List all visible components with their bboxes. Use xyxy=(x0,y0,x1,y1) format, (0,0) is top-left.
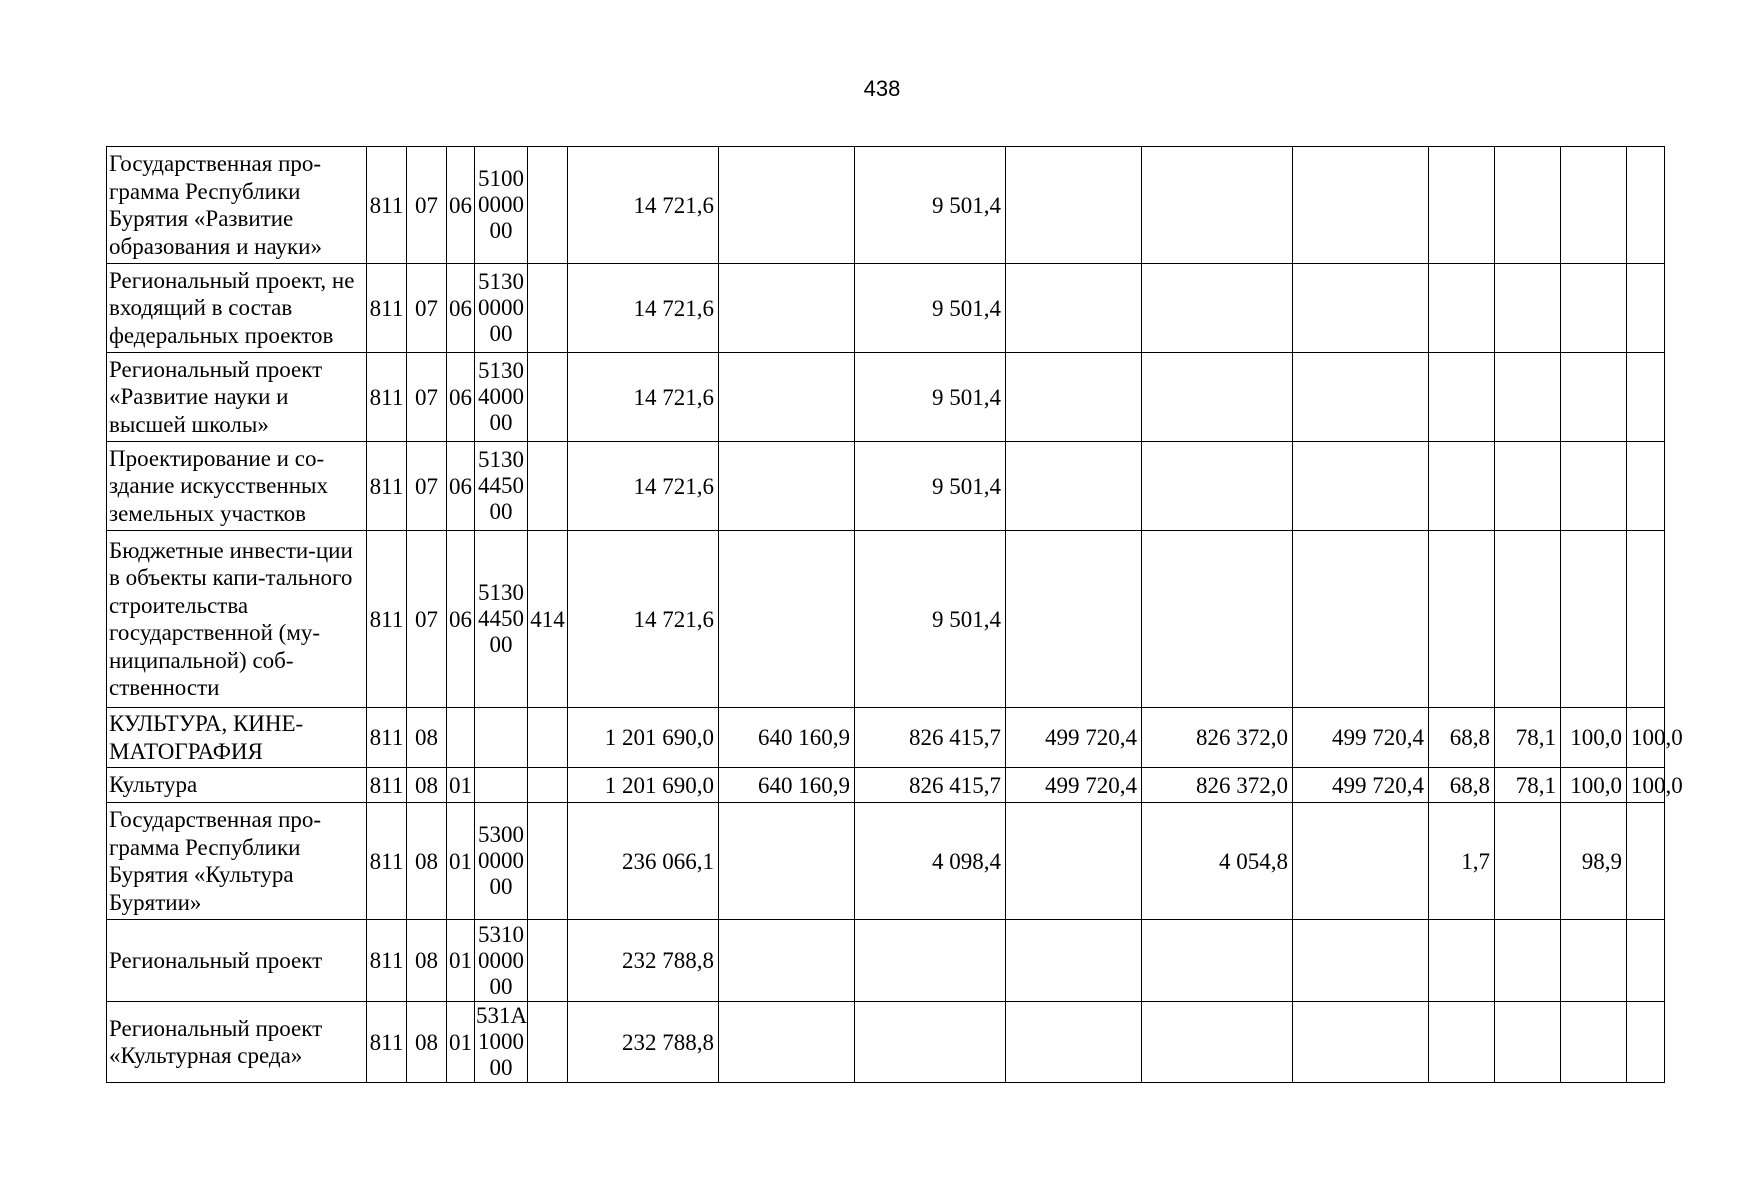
value-cell-4 xyxy=(1006,264,1142,353)
value-cell-10 xyxy=(1627,803,1665,920)
target-article-code: 531A 1000 00 xyxy=(475,1002,528,1083)
value-cell-1: 1 201 690,0 xyxy=(568,708,719,768)
value-cell-5 xyxy=(1142,264,1293,353)
ministry-code: 811 xyxy=(367,768,407,803)
value-cell-8 xyxy=(1495,531,1561,708)
section-code: 08 xyxy=(407,1002,447,1083)
table-row xyxy=(107,531,1665,708)
value-cell-2: 640 160,9 xyxy=(719,708,855,768)
value-cell-6 xyxy=(1293,147,1429,264)
value-cell-8: 78,1 xyxy=(1495,708,1561,768)
page-number: 438 xyxy=(863,76,901,101)
table-row xyxy=(107,147,1665,264)
row-name: КУЛЬТУРА, КИНЕ-МАТОГРАФИЯ xyxy=(107,708,367,768)
value-cell-10 xyxy=(1627,264,1665,353)
value-cell-7 xyxy=(1429,353,1495,442)
expense-type-code xyxy=(528,920,568,1002)
target-article-code: 5100 0000 00 xyxy=(475,147,528,264)
value-cell-10 xyxy=(1627,147,1665,264)
expense-type-code xyxy=(528,803,568,920)
table-row xyxy=(107,353,1665,442)
value-cell-9 xyxy=(1561,264,1627,353)
subsection-code xyxy=(447,708,475,768)
expense-type-code xyxy=(528,1002,568,1083)
subsection-code: 01 xyxy=(447,768,475,803)
value-cell-8: 78,1 xyxy=(1495,768,1561,803)
value-cell-4: 499 720,4 xyxy=(1006,708,1142,768)
expense-type-code xyxy=(528,708,568,768)
section-code: 07 xyxy=(407,353,447,442)
value-cell-3: 9 501,4 xyxy=(855,264,1006,353)
subsection-code: 06 xyxy=(447,147,475,264)
row-name: Культура xyxy=(107,768,367,803)
value-cell-10: 100,0 xyxy=(1627,768,1665,803)
expense-type-code xyxy=(528,768,568,803)
section-code: 08 xyxy=(407,803,447,920)
value-cell-4 xyxy=(1006,1002,1142,1083)
value-cell-8 xyxy=(1495,264,1561,353)
value-cell-6 xyxy=(1293,531,1429,708)
ministry-code: 811 xyxy=(367,1002,407,1083)
subsection-code: 06 xyxy=(447,353,475,442)
value-cell-7 xyxy=(1429,147,1495,264)
value-cell-6 xyxy=(1293,353,1429,442)
subsection-code: 06 xyxy=(447,442,475,531)
ministry-code: 811 xyxy=(367,353,407,442)
value-cell-9 xyxy=(1561,147,1627,264)
table-row xyxy=(107,264,1665,353)
value-cell-2 xyxy=(719,147,855,264)
value-cell-5: 826 372,0 xyxy=(1142,768,1293,803)
target-article-code: 5310 0000 00 xyxy=(475,920,528,1002)
value-cell-6 xyxy=(1293,920,1429,1002)
row-name: Проектирование и со-здание искусственных земельных участков xyxy=(107,442,367,531)
ministry-code: 811 xyxy=(367,803,407,920)
value-cell-6: 499 720,4 xyxy=(1293,708,1429,768)
subsection-code: 01 xyxy=(447,1002,475,1083)
value-cell-8 xyxy=(1495,803,1561,920)
value-cell-5 xyxy=(1142,147,1293,264)
target-article-code: 5130 4450 00 xyxy=(475,442,528,531)
value-cell-1: 14 721,6 xyxy=(568,264,719,353)
value-cell-1: 14 721,6 xyxy=(568,531,719,708)
value-cell-7 xyxy=(1429,920,1495,1002)
section-code: 07 xyxy=(407,147,447,264)
value-cell-10 xyxy=(1627,442,1665,531)
row-name: Региональный проект xyxy=(107,920,367,1002)
value-cell-9 xyxy=(1561,531,1627,708)
value-cell-8 xyxy=(1495,1002,1561,1083)
value-cell-1: 232 788,8 xyxy=(568,920,719,1002)
value-cell-2 xyxy=(719,531,855,708)
value-cell-3: 826 415,7 xyxy=(855,708,1006,768)
value-cell-4 xyxy=(1006,147,1142,264)
value-cell-5 xyxy=(1142,442,1293,531)
value-cell-1: 14 721,6 xyxy=(568,442,719,531)
target-article-code: 5300 0000 00 xyxy=(475,803,528,920)
expense-type-code xyxy=(528,264,568,353)
value-cell-3 xyxy=(855,1002,1006,1083)
value-cell-9 xyxy=(1561,920,1627,1002)
value-cell-6 xyxy=(1293,442,1429,531)
target-article-code xyxy=(475,768,528,803)
value-cell-4: 499 720,4 xyxy=(1006,768,1142,803)
table-row xyxy=(107,708,1665,768)
row-name: Региональный проект «Культурная среда» xyxy=(107,1002,367,1083)
value-cell-7: 68,8 xyxy=(1429,768,1495,803)
value-cell-9: 100,0 xyxy=(1561,768,1627,803)
value-cell-9: 98,9 xyxy=(1561,803,1627,920)
ministry-code: 811 xyxy=(367,708,407,768)
subsection-code: 01 xyxy=(447,920,475,1002)
subsection-code: 06 xyxy=(447,531,475,708)
table-row xyxy=(107,1002,1665,1083)
section-code: 08 xyxy=(407,708,447,768)
row-name: Бюджетные инвести-ции в объекты капи-тального строительства государственной (му-ниципальной) соб-ственности xyxy=(107,531,367,708)
value-cell-1: 14 721,6 xyxy=(568,353,719,442)
expense-type-code: 414 xyxy=(528,531,568,708)
value-cell-9: 100,0 xyxy=(1561,708,1627,768)
row-name: Государственная про-грамма Республики Бурятия «Развитие образования и науки» xyxy=(107,147,367,264)
value-cell-5: 4 054,8 xyxy=(1142,803,1293,920)
value-cell-2 xyxy=(719,920,855,1002)
table-row xyxy=(107,803,1665,920)
expense-type-code xyxy=(528,442,568,531)
value-cell-7 xyxy=(1429,442,1495,531)
value-cell-4 xyxy=(1006,353,1142,442)
value-cell-2: 640 160,9 xyxy=(719,768,855,803)
value-cell-4 xyxy=(1006,442,1142,531)
value-cell-10 xyxy=(1627,1002,1665,1083)
value-cell-1: 1 201 690,0 xyxy=(568,768,719,803)
expense-type-code xyxy=(528,147,568,264)
value-cell-5: 826 372,0 xyxy=(1142,708,1293,768)
target-article-code: 5130 4000 00 xyxy=(475,353,528,442)
value-cell-10 xyxy=(1627,353,1665,442)
value-cell-8 xyxy=(1495,920,1561,1002)
row-name: Региональный проект «Развитие науки и высшей школы» xyxy=(107,353,367,442)
value-cell-6 xyxy=(1293,803,1429,920)
row-name: Региональный проект, не входящий в состав федеральных проектов xyxy=(107,264,367,353)
value-cell-6: 499 720,4 xyxy=(1293,768,1429,803)
target-article-code xyxy=(475,708,528,768)
value-cell-2 xyxy=(719,353,855,442)
value-cell-4 xyxy=(1006,803,1142,920)
value-cell-7 xyxy=(1429,531,1495,708)
ministry-code: 811 xyxy=(367,531,407,708)
value-cell-3: 9 501,4 xyxy=(855,442,1006,531)
subsection-code: 06 xyxy=(447,264,475,353)
value-cell-1: 232 788,8 xyxy=(568,1002,719,1083)
value-cell-2 xyxy=(719,1002,855,1083)
section-code: 08 xyxy=(407,920,447,1002)
value-cell-9 xyxy=(1561,1002,1627,1083)
section-code: 07 xyxy=(407,264,447,353)
section-code: 08 xyxy=(407,768,447,803)
value-cell-2 xyxy=(719,442,855,531)
section-code: 07 xyxy=(407,531,447,708)
table-row xyxy=(107,920,1665,1002)
value-cell-4 xyxy=(1006,920,1142,1002)
value-cell-5 xyxy=(1142,1002,1293,1083)
table-row xyxy=(107,442,1665,531)
value-cell-1: 14 721,6 xyxy=(568,147,719,264)
target-article-code: 5130 0000 00 xyxy=(475,264,528,353)
value-cell-2 xyxy=(719,264,855,353)
value-cell-8 xyxy=(1495,353,1561,442)
value-cell-9 xyxy=(1561,353,1627,442)
value-cell-3: 9 501,4 xyxy=(855,147,1006,264)
expense-type-code xyxy=(528,353,568,442)
value-cell-3: 9 501,4 xyxy=(855,531,1006,708)
value-cell-7 xyxy=(1429,264,1495,353)
budget-table xyxy=(106,146,1683,1083)
target-article-code: 5130 4450 00 xyxy=(475,531,528,708)
ministry-code: 811 xyxy=(367,147,407,264)
row-name: Государственная про-грамма Республики Бурятия «Культура Бурятии» xyxy=(107,803,367,920)
value-cell-3: 9 501,4 xyxy=(855,353,1006,442)
value-cell-2 xyxy=(719,803,855,920)
value-cell-5 xyxy=(1142,920,1293,1002)
value-cell-7 xyxy=(1429,1002,1495,1083)
value-cell-3: 4 098,4 xyxy=(855,803,1006,920)
section-code: 07 xyxy=(407,442,447,531)
value-cell-1: 236 066,1 xyxy=(568,803,719,920)
ministry-code: 811 xyxy=(367,442,407,531)
value-cell-10 xyxy=(1627,920,1665,1002)
table-row xyxy=(107,768,1665,803)
value-cell-4 xyxy=(1006,531,1142,708)
value-cell-8 xyxy=(1495,442,1561,531)
value-cell-3: 826 415,7 xyxy=(855,768,1006,803)
value-cell-3 xyxy=(855,920,1006,1002)
value-cell-6 xyxy=(1293,1002,1429,1083)
value-cell-5 xyxy=(1142,353,1293,442)
value-cell-9 xyxy=(1561,442,1627,531)
value-cell-8 xyxy=(1495,147,1561,264)
value-cell-10 xyxy=(1627,531,1665,708)
value-cell-7: 68,8 xyxy=(1429,708,1495,768)
value-cell-7: 1,7 xyxy=(1429,803,1495,920)
ministry-code: 811 xyxy=(367,920,407,1002)
value-cell-10: 100,0 xyxy=(1627,708,1665,768)
value-cell-6 xyxy=(1293,264,1429,353)
value-cell-5 xyxy=(1142,531,1293,708)
ministry-code: 811 xyxy=(367,264,407,353)
subsection-code: 01 xyxy=(447,803,475,920)
